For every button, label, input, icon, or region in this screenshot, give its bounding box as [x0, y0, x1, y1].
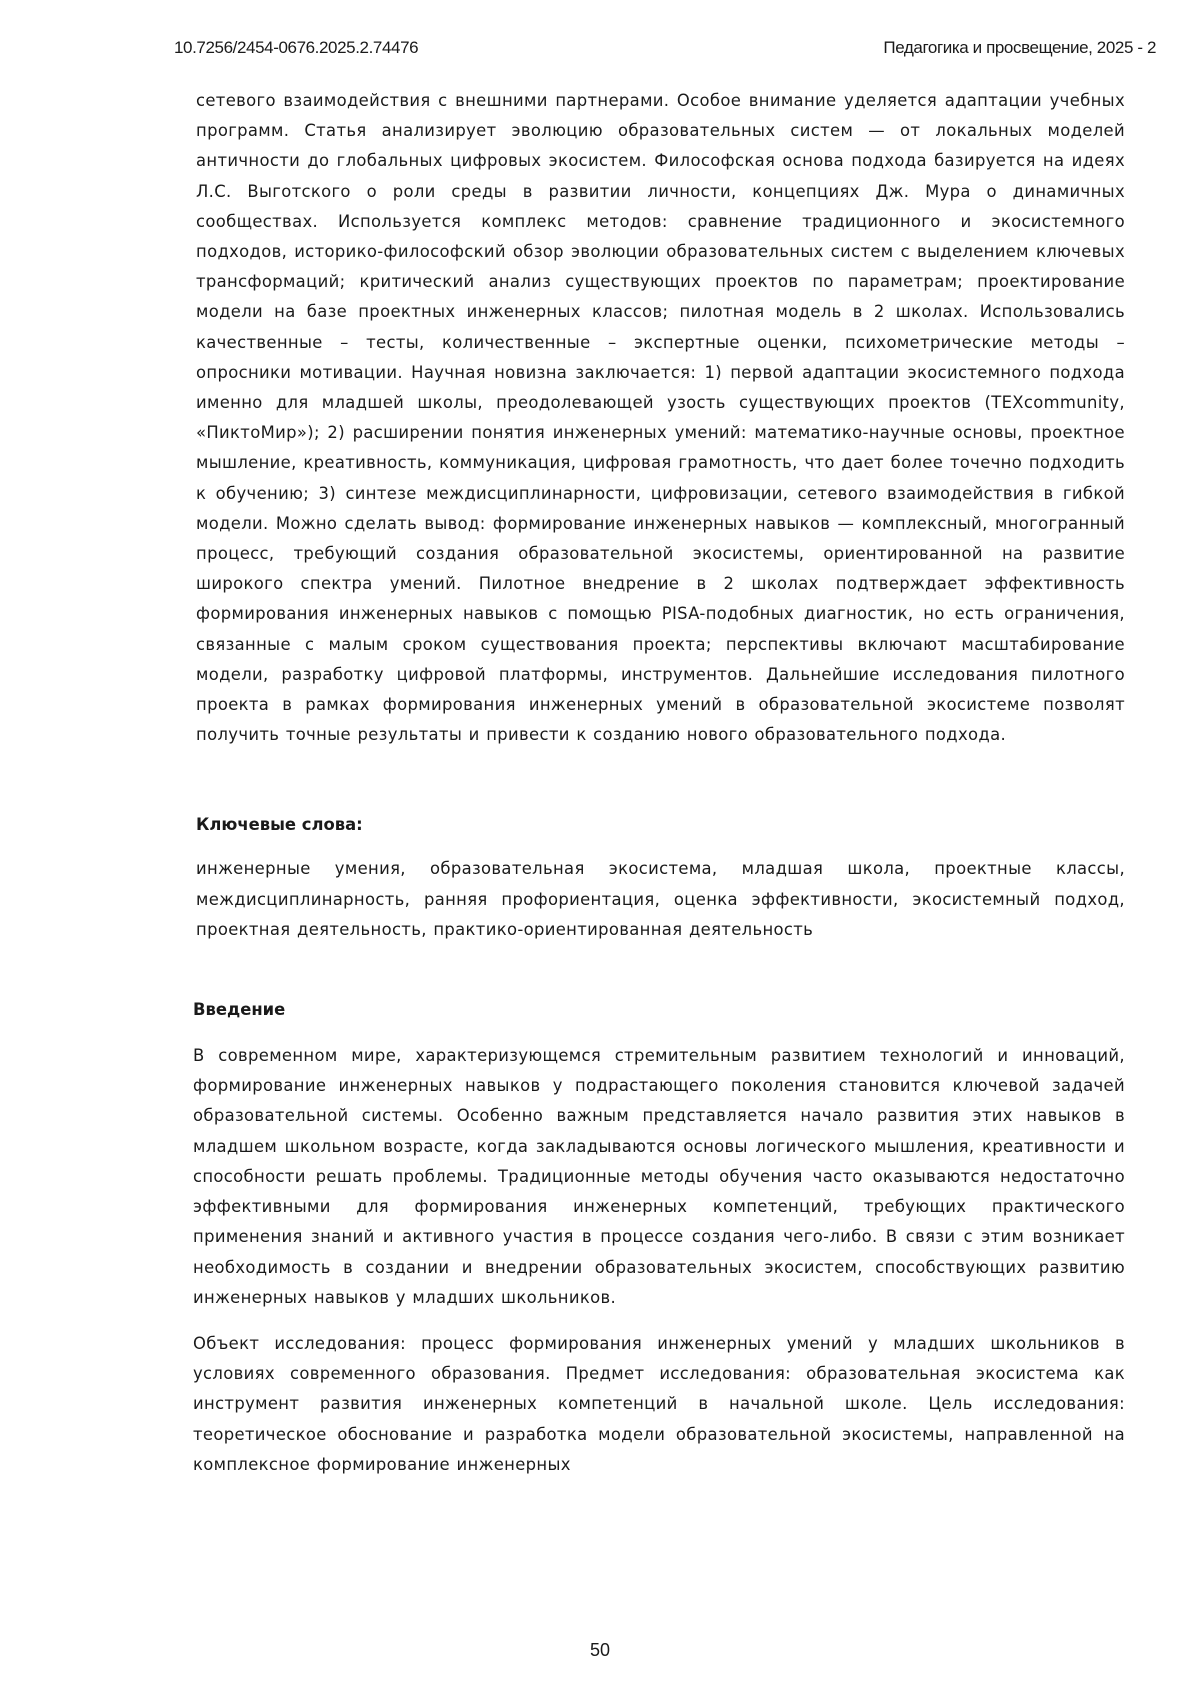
article-body: [196, 86, 1125, 1480]
keywords-text: инженерные умения, образовательная экосистема, младшая школа, проектные классы, междисциплинарность, ранняя профориентация, оценка эффективности, экосистемный подход, проектная деятельность, практико-ориентированная деятельность: [196, 854, 1125, 945]
doi-text: 10.7256/2454-0676.2025.2.74476: [174, 38, 418, 58]
abstract-paragraph: сетевого взаимодействия с внешними партнерами. Особое внимание уделяется адаптации учебных программ. Статья анализирует эволюцию образовательных систем — от локальных моделей античности до глобальных цифровых экосистем. Философская основа подхода базируется на идеях Л.С. Выготского о роли среды в развитии личности, концепциях Дж. Мура о динамичных сообществах. Используется комплекс методов: сравнение традиционного и экосистемного подходов, историко-философский обзор эволюции образовательных систем с выделением ключевых трансформаций; критический анализ существующих проектов по параметрам; проектирование модели на базе проектных инженерных классов; пилотная модель в 2 школах. Использовались качественные – тесты, количественные – экспертные оценки, психометрические методы – опросники мотивации. Научная новизна заключается: 1) первой адаптации экосистемного подхода именно для младшей школы, преодолевающей узость существующих проектов (TEXcommunity, «ПиктоМир»); 2) расширении понятия инженерных умений: математико-научные основы, проектное мышление, креативность, коммуникация, цифровая грамотность, что дает более точечно подходить к обучению; 3) синтезе междисциплинарности, цифровизации, сетевого взаимодействия в гибкой модели. Можно сделать вывод: формирование инженерных навыков — комплексный, многогранный процесс, требующий создания образовательной экосистемы, ориентированной на развитие широкого спектра умений. Пилотное внедрение в 2 школах подтверждает эффективность формирования инженерных навыков с помощью PISA-подобных диагностик, но есть ограничения, связанные с малым сроком существования проекта; перспективы включают масштабирование модели, разработку цифровой платформы, инструментов. Дальнейшие исследования пилотного проекта в рамках формирования инженерных умений в образовательной экосистеме позволят получить точные результаты и привести к созданию нового образовательного подхода.: [196, 86, 1125, 750]
page-number: 50: [0, 1640, 1200, 1661]
introduction-paragraph-2: Объект исследования: процесс формирования инженерных умений у младших школьников в условиях современного образования. Предмет исследования: образовательная экосистема как инструмент развития инженерных компетенций в начальной школе. Цель исследования: теоретическое обоснование и разработка модели образовательной экосистемы, направленной на комплексное формирование инженерных: [193, 1329, 1125, 1480]
page-header: [174, 38, 1156, 62]
introduction-heading: Введение: [193, 995, 1125, 1025]
keywords-heading: Ключевые слова:: [196, 810, 1125, 840]
introduction-paragraph-1: В современном мире, характеризующемся стремительным развитием технологий и инноваций, формирование инженерных навыков у подрастающего поколения становится ключевой задачей образовательной системы. Особенно важным представляется начало развития этих навыков в младшем школьном возрасте, когда закладываются основы логического мышления, креативности и способности решать проблемы. Традиционные методы обучения часто оказываются недостаточно эффективными для формирования инженерных компетенций, требующих практического применения знаний и активного участия в процессе создания чего-либо. В связи с этим возникает необходимость в создании и внедрении образовательных экосистем, способствующих развитию инженерных навыков у младших школьников.: [193, 1041, 1125, 1313]
journal-title: Педагогика и просвещение, 2025 - 2: [883, 38, 1156, 58]
